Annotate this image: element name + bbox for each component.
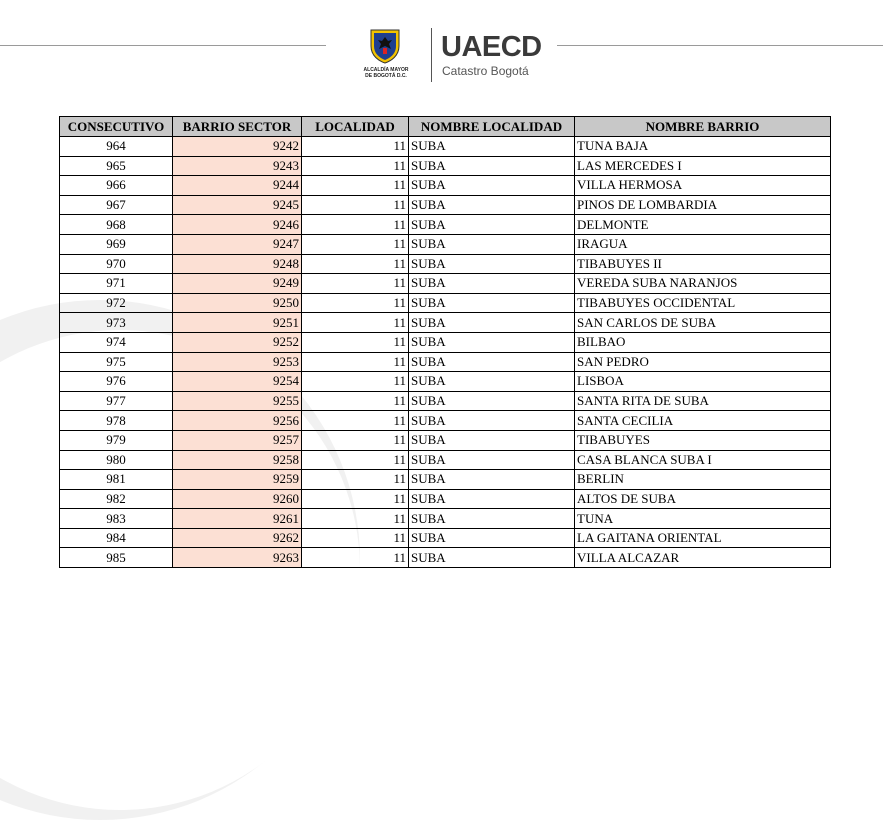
cell-nombre-localidad: SUBA [409, 470, 575, 490]
cell-nombre-localidad: SUBA [409, 528, 575, 548]
cell-localidad: 11 [302, 411, 409, 431]
cell-barrio-sector: 9243 [173, 156, 302, 176]
cell-consecutivo: 965 [60, 156, 173, 176]
table-row [60, 274, 831, 294]
cell-consecutivo: 964 [60, 137, 173, 157]
cell-nombre-barrio: VEREDA SUBA NARANJOS [575, 274, 831, 294]
cell-nombre-localidad: SUBA [409, 411, 575, 431]
cell-nombre-barrio: VILLA ALCAZAR [575, 548, 831, 568]
cell-nombre-localidad: SUBA [409, 372, 575, 392]
cell-consecutivo: 966 [60, 176, 173, 196]
header-logos [355, 26, 542, 86]
cell-nombre-localidad: SUBA [409, 274, 575, 294]
cell-barrio-sector: 9262 [173, 528, 302, 548]
cell-nombre-barrio: LISBOA [575, 372, 831, 392]
cell-barrio-sector: 9246 [173, 215, 302, 235]
cell-nombre-localidad: SUBA [409, 430, 575, 450]
cell-consecutivo: 981 [60, 470, 173, 490]
cell-nombre-barrio: DELMONTE [575, 215, 831, 235]
header-rule-right [557, 45, 883, 46]
cell-barrio-sector: 9255 [173, 391, 302, 411]
cell-nombre-localidad: SUBA [409, 548, 575, 568]
cell-nombre-localidad: SUBA [409, 509, 575, 529]
table-row [60, 176, 831, 196]
cell-localidad: 11 [302, 254, 409, 274]
cell-nombre-localidad: SUBA [409, 352, 575, 372]
cell-consecutivo: 975 [60, 352, 173, 372]
table-row [60, 137, 831, 157]
cell-consecutivo: 978 [60, 411, 173, 431]
cell-nombre-barrio: IRAGUA [575, 234, 831, 254]
cell-nombre-barrio: BERLIN [575, 470, 831, 490]
cell-localidad: 11 [302, 509, 409, 529]
cell-consecutivo: 970 [60, 254, 173, 274]
cell-barrio-sector: 9252 [173, 332, 302, 352]
table-row [60, 195, 831, 215]
cell-barrio-sector: 9245 [173, 195, 302, 215]
cell-barrio-sector: 9256 [173, 411, 302, 431]
cell-localidad: 11 [302, 234, 409, 254]
cell-localidad: 11 [302, 391, 409, 411]
cell-nombre-barrio: PINOS DE LOMBARDIA [575, 195, 831, 215]
cell-barrio-sector: 9251 [173, 313, 302, 333]
cell-nombre-localidad: SUBA [409, 293, 575, 313]
cell-consecutivo: 969 [60, 234, 173, 254]
cell-barrio-sector: 9244 [173, 176, 302, 196]
cell-barrio-sector: 9257 [173, 430, 302, 450]
cell-nombre-barrio: LAS MERCEDES I [575, 156, 831, 176]
cell-localidad: 11 [302, 195, 409, 215]
table-row [60, 234, 831, 254]
table-header-row [60, 117, 831, 137]
table-row [60, 470, 831, 490]
cell-localidad: 11 [302, 450, 409, 470]
cell-localidad: 11 [302, 176, 409, 196]
cell-consecutivo: 972 [60, 293, 173, 313]
table-row [60, 254, 831, 274]
cell-nombre-barrio: SANTA CECILIA [575, 411, 831, 431]
cell-nombre-barrio: LA GAITANA ORIENTAL [575, 528, 831, 548]
cell-nombre-localidad: SUBA [409, 176, 575, 196]
cell-nombre-localidad: SUBA [409, 332, 575, 352]
cell-nombre-barrio: SANTA RITA DE SUBA [575, 391, 831, 411]
cell-consecutivo: 974 [60, 332, 173, 352]
cell-consecutivo: 984 [60, 528, 173, 548]
alcaldia-line-2: DE BOGOTÁ D.C. [365, 73, 407, 79]
cell-nombre-barrio: TUNA [575, 509, 831, 529]
cell-localidad: 11 [302, 352, 409, 372]
cell-barrio-sector: 9259 [173, 470, 302, 490]
column-header-barrio-sector: BARRIO SECTOR [173, 117, 302, 137]
cell-nombre-barrio: TIBABUYES [575, 430, 831, 450]
table-body [60, 137, 831, 568]
table-row [60, 293, 831, 313]
cell-localidad: 11 [302, 293, 409, 313]
cell-localidad: 11 [302, 215, 409, 235]
cell-nombre-barrio: VILLA HERMOSA [575, 176, 831, 196]
cell-nombre-localidad: SUBA [409, 313, 575, 333]
cell-nombre-barrio: BILBAO [575, 332, 831, 352]
cell-barrio-sector: 9248 [173, 254, 302, 274]
cell-consecutivo: 985 [60, 548, 173, 568]
cell-consecutivo: 977 [60, 391, 173, 411]
table-row [60, 489, 831, 509]
barrios-table [59, 116, 831, 568]
cell-localidad: 11 [302, 274, 409, 294]
cell-nombre-barrio: TUNA BAJA [575, 137, 831, 157]
cell-nombre-localidad: SUBA [409, 391, 575, 411]
table-row [60, 391, 831, 411]
table-row [60, 352, 831, 372]
table-row [60, 156, 831, 176]
cell-nombre-localidad: SUBA [409, 254, 575, 274]
cell-nombre-barrio: CASA BLANCA SUBA I [575, 450, 831, 470]
cell-barrio-sector: 9247 [173, 234, 302, 254]
cell-consecutivo: 982 [60, 489, 173, 509]
column-header-nombre-barrio: NOMBRE BARRIO [575, 117, 831, 137]
header-rule-left [0, 45, 326, 46]
table-row [60, 411, 831, 431]
alcaldia-line-1: ALCALDÍA MAYOR [363, 67, 409, 73]
cell-consecutivo: 967 [60, 195, 173, 215]
cell-barrio-sector: 9249 [173, 274, 302, 294]
uaecd-logo-text: UAECD [441, 31, 542, 63]
cell-localidad: 11 [302, 489, 409, 509]
cell-localidad: 11 [302, 156, 409, 176]
cell-nombre-barrio: TIBABUYES II [575, 254, 831, 274]
cell-consecutivo: 979 [60, 430, 173, 450]
cell-barrio-sector: 9258 [173, 450, 302, 470]
column-header-consecutivo: CONSECUTIVO [60, 117, 173, 137]
cell-nombre-localidad: SUBA [409, 215, 575, 235]
table-row [60, 450, 831, 470]
cell-nombre-localidad: SUBA [409, 195, 575, 215]
cell-localidad: 11 [302, 372, 409, 392]
cell-localidad: 11 [302, 137, 409, 157]
cell-nombre-localidad: SUBA [409, 234, 575, 254]
cell-barrio-sector: 9263 [173, 548, 302, 568]
cell-nombre-barrio: ALTOS DE SUBA [575, 489, 831, 509]
cell-consecutivo: 971 [60, 274, 173, 294]
cell-consecutivo: 973 [60, 313, 173, 333]
cell-localidad: 11 [302, 548, 409, 568]
cell-localidad: 11 [302, 528, 409, 548]
cell-nombre-localidad: SUBA [409, 156, 575, 176]
table-row [60, 430, 831, 450]
table-row [60, 372, 831, 392]
cell-consecutivo: 976 [60, 372, 173, 392]
cell-nombre-localidad: SUBA [409, 450, 575, 470]
bogota-coat-of-arms-icon [369, 28, 401, 64]
cell-barrio-sector: 9253 [173, 352, 302, 372]
table-row [60, 528, 831, 548]
cell-localidad: 11 [302, 430, 409, 450]
cell-localidad: 11 [302, 313, 409, 333]
cell-consecutivo: 983 [60, 509, 173, 529]
cell-consecutivo: 980 [60, 450, 173, 470]
cell-barrio-sector: 9242 [173, 137, 302, 157]
table-row [60, 509, 831, 529]
table-row [60, 548, 831, 568]
cell-nombre-localidad: SUBA [409, 137, 575, 157]
cell-barrio-sector: 9250 [173, 293, 302, 313]
cell-barrio-sector: 9254 [173, 372, 302, 392]
cell-consecutivo: 968 [60, 215, 173, 235]
cell-barrio-sector: 9260 [173, 489, 302, 509]
cell-localidad: 11 [302, 470, 409, 490]
column-header-localidad: LOCALIDAD [302, 117, 409, 137]
cell-nombre-localidad: SUBA [409, 489, 575, 509]
cell-nombre-barrio: SAN PEDRO [575, 352, 831, 372]
alcaldia-text [355, 67, 417, 79]
catastro-subtitle: Catastro Bogotá [442, 64, 529, 78]
column-header-nombre-localidad: NOMBRE LOCALIDAD [409, 117, 575, 137]
logo-separator [431, 28, 432, 82]
cell-nombre-barrio: TIBABUYES OCCIDENTAL [575, 293, 831, 313]
table-header [60, 117, 831, 137]
cell-nombre-barrio: SAN CARLOS DE SUBA [575, 313, 831, 333]
cell-localidad: 11 [302, 332, 409, 352]
table-row [60, 313, 831, 333]
table-row [60, 215, 831, 235]
cell-barrio-sector: 9261 [173, 509, 302, 529]
table-row [60, 332, 831, 352]
